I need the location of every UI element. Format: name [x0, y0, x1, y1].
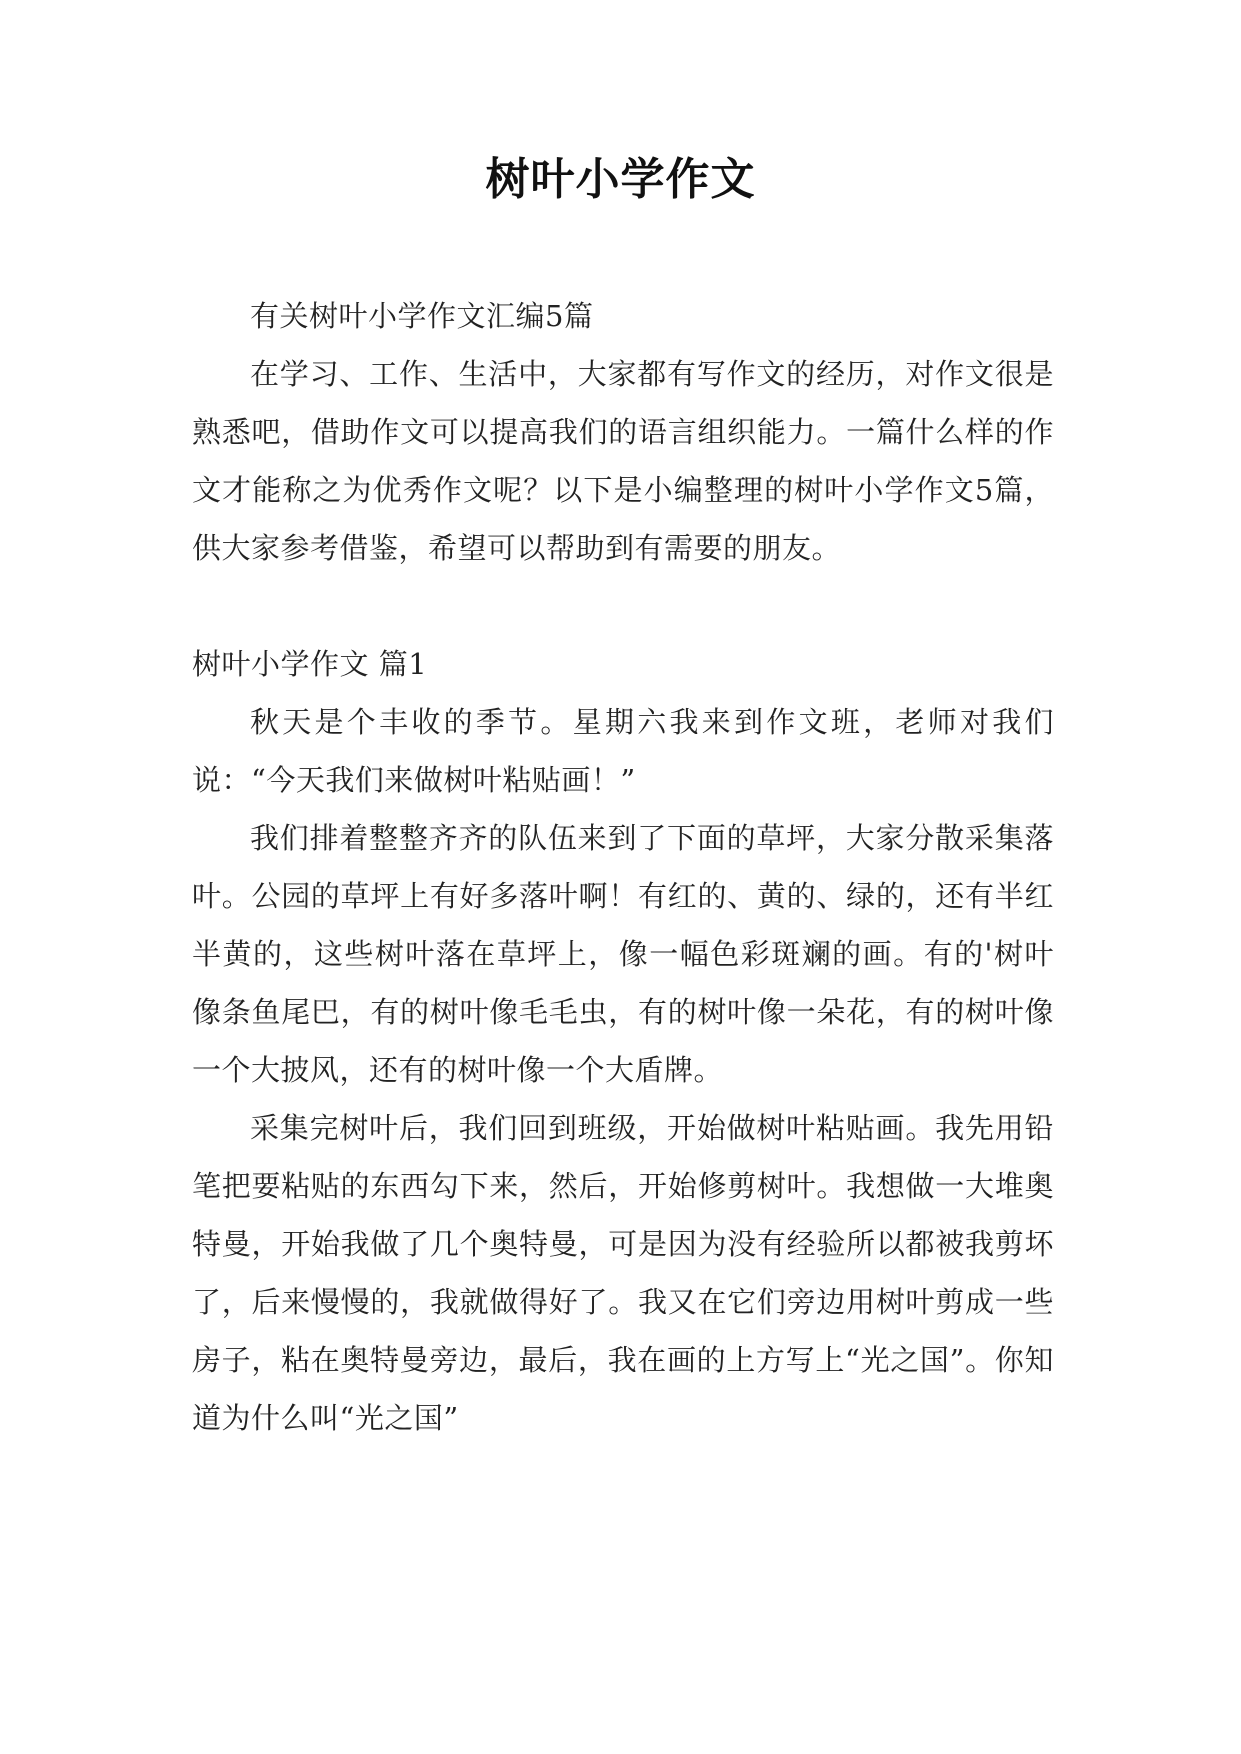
section-heading: 树叶小学作文 篇1 [192, 647, 428, 681]
document-subtitle: 有关树叶小学作文汇编5篇 [250, 299, 594, 333]
section-paragraph: 我们排着整整齐齐的队伍来到了下面的草坪，大家分散采集落叶。公园的草坪上有好多落叶啊！有红的、黄的、绿的，还有半红半黄的，这些树叶落在草坪上，像一幅色彩斑斓的画。有的'树叶像条鱼尾巴，有的树叶像毛毛虫，有的树叶像一朵花，有的树叶像一个大披风，还有的树叶像一个大盾牌。 [192, 821, 1054, 1087]
intro-paragraph: 在学习、工作、生活中，大家都有写作文的经历，对作文很是熟悉吧，借助作文可以提高我们的语言组织能力。一篇什么样的作文才能称之为优秀作文呢？以下是小编整理的树叶小学作文5篇，供大家参考借鉴，希望可以帮助到有需要的朋友。 [192, 357, 1054, 565]
section-spacer [192, 577, 1054, 635]
document-title: 树叶小学作文 [485, 154, 756, 205]
section-paragraph: 秋天是个丰收的季节。星期六我来到作文班，老师对我们说：“今天我们来做树叶粘贴画！” [192, 705, 1054, 797]
document-body [192, 287, 1054, 1447]
section-paragraph: 采集完树叶后，我们回到班级，开始做树叶粘贴画。我先用铅笔把要粘贴的东西勾下来，然后，开始修剪树叶。我想做一大堆奥特曼，开始我做了几个奥特曼，可是因为没有经验所以都被我剪坏了，后来慢慢的，我就做得好了。我又在它们旁边用树叶剪成一些房子，粘在奥特曼旁边，最后，我在画的上方写上“光之国”。你知道为什么叫“光之国” [192, 1111, 1054, 1435]
